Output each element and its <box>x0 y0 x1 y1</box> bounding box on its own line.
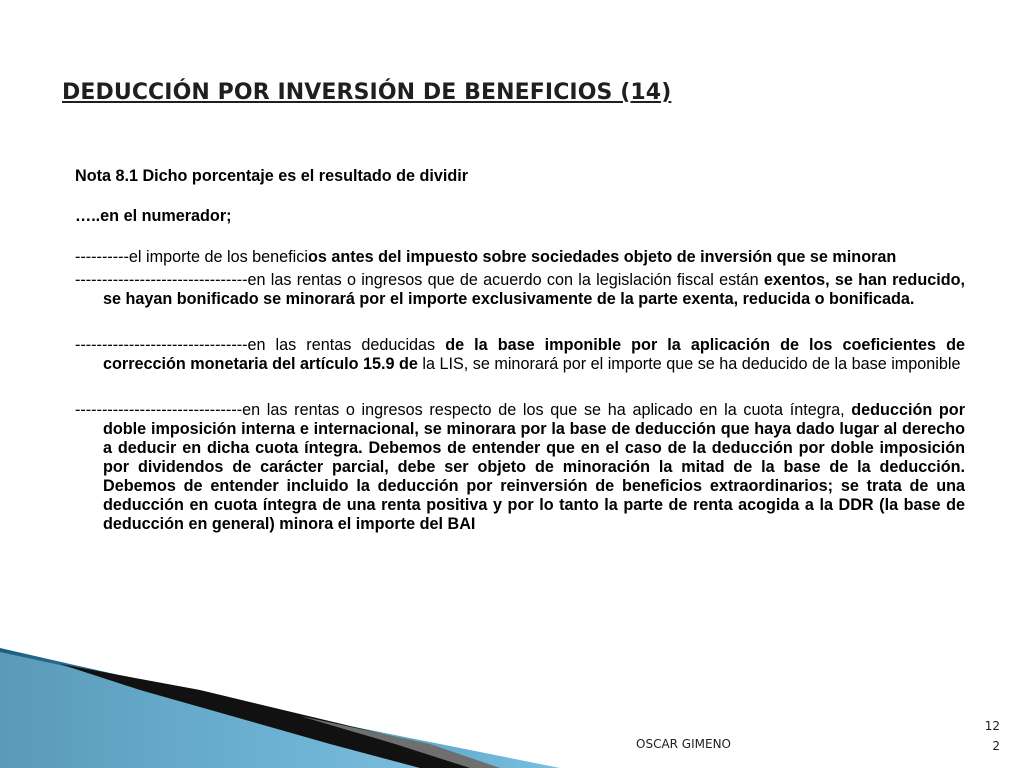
item-2-bold: exentos, se han reducido, se hayan bonificado se minorará por el importe exclusivamente de la parte exenta, reducida o bonificada. <box>103 271 965 308</box>
item-4-text: -------------------------------en las rentas o ingresos respecto de los que se ha aplicado en la cuota íntegra, <box>75 401 852 419</box>
item-3-text: --------------------------------en las rentas deducidas <box>75 336 446 354</box>
page-number <box>960 716 1000 756</box>
item-4-bold: deducción por doble imposición interna e internacional, se minorara por la base de deducción que haya dado lugar al derecho a deducir en dicha cuota íntegra. Debemos de entender que en el caso de la deducción por doble imposición por dividendos de carácter parcial, debe ser objeto de minoración la mitad de la base de la deducción. Debemos de entender incluido la deducción por reinversión de beneficios extraordinarios; se trata de una deducción en cuota íntegra de una renta positiva y por lo tanto la parte de renta acogida a la DDR (la base de deducción en general) minora el importe del BAI <box>103 401 965 533</box>
item-2-text: --------------------------------en las rentas o ingresos que de acuerdo con la legislación fiscal están <box>75 271 764 289</box>
item-1-text: ----------el importe de los benefici <box>75 248 308 266</box>
item-3-tail: la LIS, se minorará por el importe que se ha deducido de la base imponible <box>417 355 961 373</box>
slide-title: DEDUCCIÓN POR INVERSIÓN DE BENEFICIOS (14) <box>62 80 672 105</box>
item-1-bold: os antes del impuesto sobre sociedades objeto de inversión que se minoran <box>307 248 897 266</box>
page-number-line2: 2 <box>992 739 1000 753</box>
page-number-line1: 12 <box>984 719 1000 733</box>
footer-author: OSCAR GIMENO <box>636 737 731 751</box>
note-line: Nota 8.1 Dicho porcentaje es el resultado de dividir <box>75 167 469 185</box>
item-3-bold: de la base imponible por la aplicación de los coeficientes de corrección monetaria del artículo 15.9 de <box>103 336 965 373</box>
numerator-line: …..en el numerador; <box>75 207 232 225</box>
